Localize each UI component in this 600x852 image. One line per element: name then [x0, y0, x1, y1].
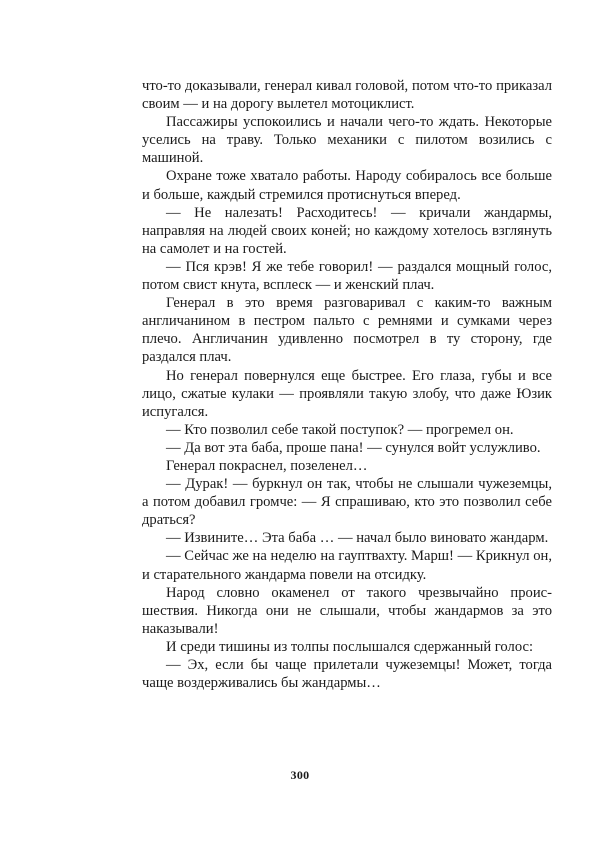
paragraph: — Кто позволил себе такой поступок? — прогремел он.: [166, 421, 514, 438]
body-text: [142, 77, 552, 692]
paragraph: Генерал покраснел, позеленел…: [166, 457, 368, 474]
paragraph: — Дурак! — буркнул он так, чтобы не слышали чужеземцы, а потом добавил громче: — Я спрашиваю, кто это позволил себе драться?: [142, 476, 552, 529]
page-number: 300: [290, 768, 310, 782]
paragraph: Пассажиры успокоились и начали чего-то ждать. Некоторые уселись на траву. Только механики с пилотом возились с машиной.: [142, 114, 552, 167]
paragraph: Генерал в это время разговаривал с каким-то важным англичанином в пестром пальто с ремнями и сумками через плечо. Англичанин удивленно посмотрел в ту сторону, где раздался плач.: [142, 295, 552, 366]
paragraph: — Пся крэв! Я же тебе говорил! — раздался мощный голос, потом свист кнута, всплеск — и женский плач.: [142, 258, 552, 294]
paragraph: И среди тишины из толпы послышался сдержанный голос:: [166, 638, 534, 655]
paragraph: Народ словно окаменел от такого чрезвычайно происшествия. Никогда они не слышали, чтобы жандармов за это наказывали!: [142, 584, 552, 637]
paragraph: — Сейчас же на неделю на гауптвахту. Марш! — Крикнул он, и старательного жандарма повели на отсидку.: [142, 548, 552, 583]
paragraph: — Извините… Эта баба … — начал было виновато жандарм.: [166, 530, 549, 547]
paragraph: что-то доказывали, генерал кивал головой, потом что-то приказал своим — и на дорогу вылетел мотоциклист.: [142, 78, 552, 113]
paragraph: — Не налезать! Расходитесь! — кричали жандармы, направляя на людей своих коней; но каждому хотелось взглянуть на самолет и на гостей.: [142, 204, 552, 257]
paragraph: — Эх, если бы чаще прилетали чужеземцы! Может, тогда чаще воздерживались бы жандармы…: [142, 657, 552, 692]
paragraph: Охране тоже хватало работы. Народу собиралось все больше и больше, каждый стремился протиснуться вперед.: [142, 168, 552, 203]
paragraph: Но генерал повернулся еще быстрее. Его глаза, губы и все лицо, сжатые кулаки — проявляли такую злобу, что даже Юзик испугался.: [142, 367, 552, 420]
paragraph: — Да вот эта баба, проше пана! — сунулся войт услужливо.: [166, 439, 541, 456]
